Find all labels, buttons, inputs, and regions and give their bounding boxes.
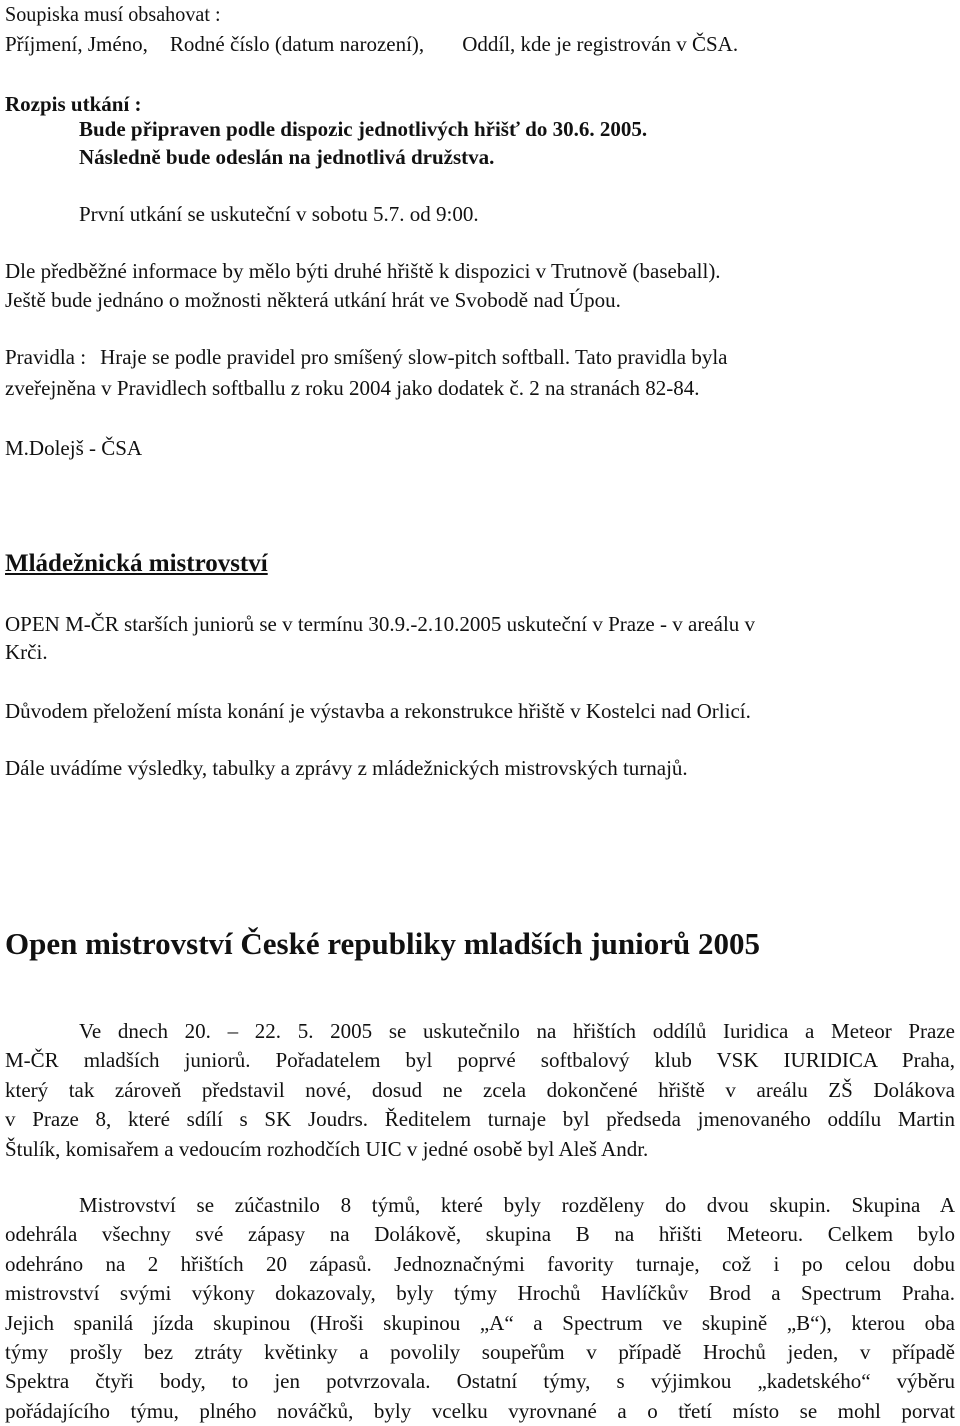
rules-text-1: Hraje se podle pravidel pro smíšený slow-pitch softball. Tato pravidla byla <box>100 345 728 369</box>
open-p2-line: odehrála všechny své zápasy na Dolákově, skupina B na hřišti Meteoru. Celkem bylo <box>5 1222 955 1247</box>
open-p2-line: Spektra čtyři body, to jen potvrzovala. Ostatní týmy, s výjimkou „kadetského“ výběru <box>5 1369 955 1394</box>
intro-line-1: Soupiska musí obsahovat : <box>5 2 221 26</box>
youth-heading: Mládežnická mistrovství <box>5 550 268 577</box>
open-p2-line: týmy prošly bez ztráty květinky a povolily soupeřům v případě Hrochů jeden, v případě <box>5 1340 955 1365</box>
open-paragraph-1 <box>5 1017 955 1164</box>
open-paragraph-2 <box>5 1191 955 1426</box>
open-p1-line: v Praze 8, které sdílí s SK Joudrs. Ředitelem turnaje byl předseda jmenovaného oddílu Martin <box>5 1107 955 1132</box>
youth-line-3: Důvodem přeložení místa konání je výstavba a rekonstrukce hřiště v Kostelci nad Orlicí. <box>5 699 751 723</box>
intro-field-name: Příjmení, Jméno, <box>5 32 148 56</box>
open-p2-line: Mistrovství se zúčastnilo 8 týmů, které byly rozděleny do dvou skupin. Skupina A <box>79 1193 955 1217</box>
open-heading: Open mistrovství České republiky mladších juniorů 2005 <box>5 926 761 961</box>
schedule-line-1: Bude připraven podle dispozic jednotlivých hřišť do 30.6. 2005. <box>79 117 648 141</box>
open-p2-line: odehráno na 2 hřištích 20 zápasů. Jednoznačnými favority turnaje, což i po celou dobu <box>5 1251 955 1276</box>
schedule-heading: Rozpis utkání : <box>5 92 142 116</box>
schedule-line-3: První utkání se uskuteční v sobotu 5.7. od 9:00. <box>79 202 479 226</box>
intro-line-2 <box>5 32 738 56</box>
open-p2-line: pořádajícího týmu, plného nováčků, byly vcelku vyrovnané a o třetí místo se mohl porvat <box>5 1398 955 1423</box>
intro-field-club: Oddíl, kde je registrován v ČSA. <box>462 32 739 56</box>
schedule-line-4: Dle předběžné informace by mělo býti druhé hřiště k dispozici v Trutnově (baseball). <box>5 259 721 283</box>
open-p1-line: M-ČR mladších juniorů. Pořadatelem byl poprvé softbalový klub VSK IURIDICA Praha, <box>5 1048 955 1073</box>
intro-field-birth: Rodné číslo (datum narození), <box>169 32 425 56</box>
open-p1-line: který tak zároveň představil nové, dosud ne zcela dokončené hřiště v areálu ZŠ Dolákova <box>5 1077 955 1102</box>
open-p1-line: Štulík, komisařem a vedoucím rozhodčích UIC v jedné osobě byl Aleš Andr. <box>5 1136 649 1161</box>
rules-line-1 <box>5 345 727 369</box>
open-p2-line: Jejich spanilá jízda skupinou (Hroši skupinou „A“ a Spectrum ve skupině „B“), kterou oba <box>5 1310 955 1335</box>
youth-line-2: Krči. <box>5 640 48 664</box>
schedule-line-2: Následně bude odeslán na jednotlivá družstva. <box>79 145 495 169</box>
youth-line-4: Dále uvádíme výsledky, tabulky a zprávy z mládežnických mistrovských turnajů. <box>5 756 688 780</box>
rules-line-2: zveřejněna v Pravidlech softballu z roku 2004 jako dodatek č. 2 na stranách 82-84. <box>5 376 700 400</box>
schedule-line-5: Ještě bude jednáno o možnosti některá utkání hrát ve Svobodě nad Úpou. <box>5 288 621 312</box>
open-p2-line: mistrovství svými výkony dokazovaly, byly týmy Hrochů Havlíčkův Brod a Spectrum Praha. <box>5 1281 955 1306</box>
rules-label: Pravidla : <box>5 345 87 369</box>
open-p1-line: Ve dnech 20. – 22. 5. 2005 se uskutečnilo na hřištích oddílů Iuridica a Meteor Praze <box>79 1019 955 1043</box>
youth-line-1: OPEN M-ČR starších juniorů se v termínu 30.9.-2.10.2005 uskuteční v Praze - v areálu v <box>5 612 756 636</box>
signature: M.Dolejš - ČSA <box>5 436 143 460</box>
